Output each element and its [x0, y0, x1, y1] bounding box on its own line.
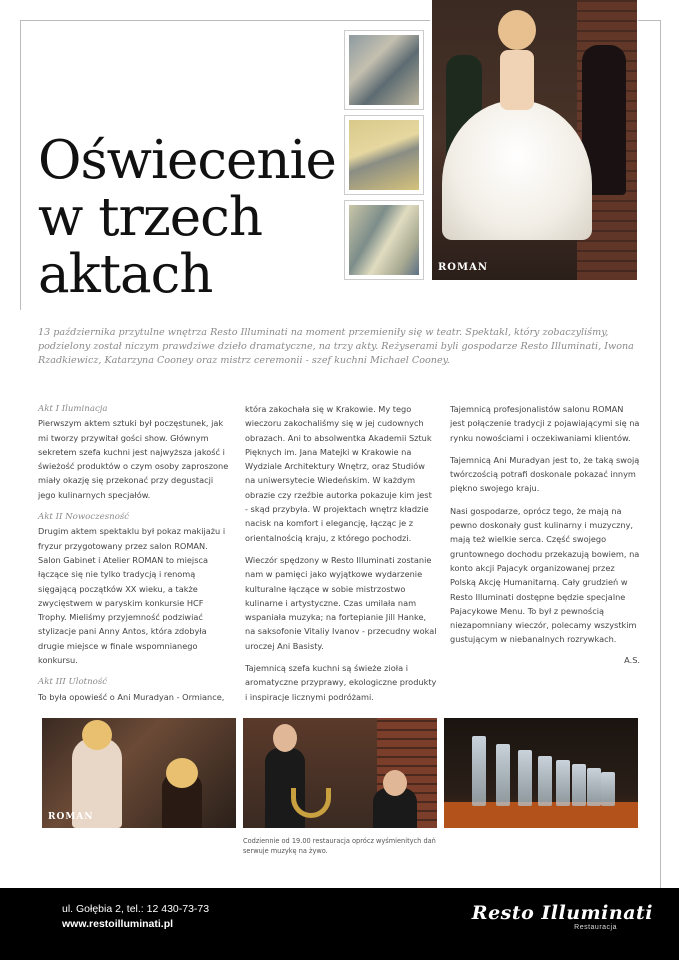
- text-column: [38, 402, 230, 712]
- body-paragraph: Drugim aktem spektaklu był pokaz makijażu i fryzur przygotowany przez salon ROMAN. Salon Gabinet i Atelier ROMAN to miejsca łączące się nie tylko tradycją i renomą sięgającą początków XX wieku, a także zwycięstwem w paryskim konkursie HCF Trophy. Mieliśmy przyjemność podziwiać stylizacje pani Anny Antos, która zdobyła drugie miejsce w finale wspomnianego konkursu.: [38, 526, 226, 666]
- text-column: [245, 402, 437, 712]
- act-heading: Akt I Iluminacja: [38, 404, 108, 414]
- saxophonist-head: [273, 724, 297, 752]
- title-line: Oświecenie: [38, 130, 336, 191]
- title-line: w trzech: [38, 187, 262, 248]
- body-paragraph: Wieczór spędzony w Resto Illuminati zostanie nam w pamięci jako wyjątkowe wydarzenie kulturalne łączące w sobie mistrzostwo kulinarne i artystyczne. Czas umilała nam wspaniała muzyka; na fortepianie Jill Hanke, na saksofonie Vitaliy Ivanov - przecudny wokal uroczej Ani Basisty.: [245, 554, 437, 651]
- lead-paragraph: 13 października przytulne wnętrza Resto Illuminati na moment przemieniły się w teatr. Spektakl, który zobaczyliśmy, podzielony został niczym prawdziwe dzieło dramatyczne, na trzy akty. Reżyserami byli gospodarze Resto Illuminati, Iwona Rzadkiewicz, Katarzyna Cooney oraz mistrz ceremonii - szef kuchni Michael Cooney.: [38, 327, 634, 366]
- act-heading: Akt III Ulotność: [38, 677, 108, 688]
- frame-line: [20, 20, 21, 310]
- body-paragraph: Tajemnicą profesjonalistów salonu ROMAN jest połączenie tradycji z pojawiającymi się na rynku nowościami i oczekiwaniami klientów.: [450, 404, 640, 443]
- artwork-image: [349, 205, 419, 275]
- frame-line: [660, 20, 661, 890]
- pianist-head: [383, 770, 407, 796]
- body-paragraph: Nasi gospodarze, oprócz tego, że mają na pewno doskonały gust kulinarny i muzyczny, mają też wielkie serca. Część swojego gruntownego dochodu przekazują bowiem, na konto akcji Pajacyk organizowanej przez Polską Akcję Humanitarną. Cały grudzień w Resto Illuminati dostępne będzie specjalne Pajacykowe Menu. To był z pewnością niezapomniany wieczór, polecamy wszystkim gustującym w niebanalnych rozrywkach.: [450, 505, 640, 645]
- drink-glass: [601, 772, 615, 806]
- body-paragraph: To była opowieść o Ani Muradyan - Ormiance,: [38, 691, 225, 702]
- photo-musicians: [243, 718, 437, 828]
- artwork-thumbnail: [344, 115, 424, 195]
- body-paragraph: Tajemnicą szefa kuchni są świeże zioła i aromatyczne przyprawy, ekologiczne produkty i inspiracje licznymi podróżami.: [245, 663, 437, 702]
- address-text: ul. Gołębia 2, tel.: 12 430-73-73: [62, 903, 210, 915]
- page-title: [38, 132, 338, 303]
- drink-glass: [556, 760, 570, 806]
- drink-glass: [587, 768, 601, 806]
- artwork-image: [349, 120, 419, 190]
- drink-glass: [572, 764, 586, 806]
- body-paragraph: Pierwszym aktem sztuki był poczęstunek, jak mi tworzy przywitał gości show. Głównym sekretem szefa kuchni jest najwyższa jakość i świeżość produktów o czym osoby zaproszone miały okazję się przekonać przy degustacji jego kulinarnych specjałów.: [38, 418, 229, 500]
- photo-caption: Codziennie od 19.00 restauracja oprócz wyśmienitych dań serwuje muzykę na żywo.: [243, 837, 436, 855]
- body-paragraph: Tajemnicą Ani Muradyan jest to, że taką swoją twórczością potrafi doskonale pokazać innym piękno swojego kraju.: [450, 454, 640, 494]
- author-signature: A.S.: [624, 654, 640, 665]
- roman-logo: ROMAN: [438, 262, 488, 273]
- artwork-image: [349, 35, 419, 105]
- brand-logo: Resto Illuminati: [471, 902, 653, 924]
- model-figure: [500, 50, 534, 110]
- photo-drinks: [444, 718, 638, 828]
- brand-subtitle: Restauracja: [574, 924, 617, 931]
- body-paragraph: która zakochała się w Krakowie. My tego wieczoru zakochaliśmy się w jej cudownych obrazach. Ani to absolwentka Akademii Sztuk Pięknych im. Jana Matejki w Krakowie na Wydziale Architektury Wnętrz, oraz Studiów na uniwersytecie Wiedeńskim. W każdym obrazie czy rzeźbie autorka pokazuje kim jest - skąd przybyła. W projektach wnętrz kładzie nacisk na komfort i elegancję, łącząc je z orientalnością kraju, z którego pochodzi.: [245, 404, 432, 543]
- text-column: [450, 402, 640, 675]
- footer-bar: [0, 888, 679, 960]
- stylist-head: [82, 720, 112, 750]
- drink-glass: [496, 744, 510, 806]
- contact-info: [62, 902, 209, 932]
- drink-glass: [538, 756, 552, 806]
- client-head: [166, 758, 198, 788]
- artwork-thumbnail: [344, 200, 424, 280]
- hero-photo: [432, 0, 637, 280]
- website-link[interactable]: www.restoilluminati.pl: [62, 918, 174, 930]
- roman-logo: ROMAN: [48, 812, 94, 822]
- frame-line: [638, 20, 660, 21]
- model-head: [498, 10, 536, 50]
- artwork-thumbnail: [344, 30, 424, 110]
- frame-line: [20, 20, 430, 21]
- photo-hairstyling: [42, 718, 236, 828]
- drink-glass: [472, 736, 486, 806]
- drink-glass: [518, 750, 532, 806]
- title-line: aktach: [38, 244, 213, 305]
- act-heading: Akt II Nowoczesność: [38, 512, 130, 523]
